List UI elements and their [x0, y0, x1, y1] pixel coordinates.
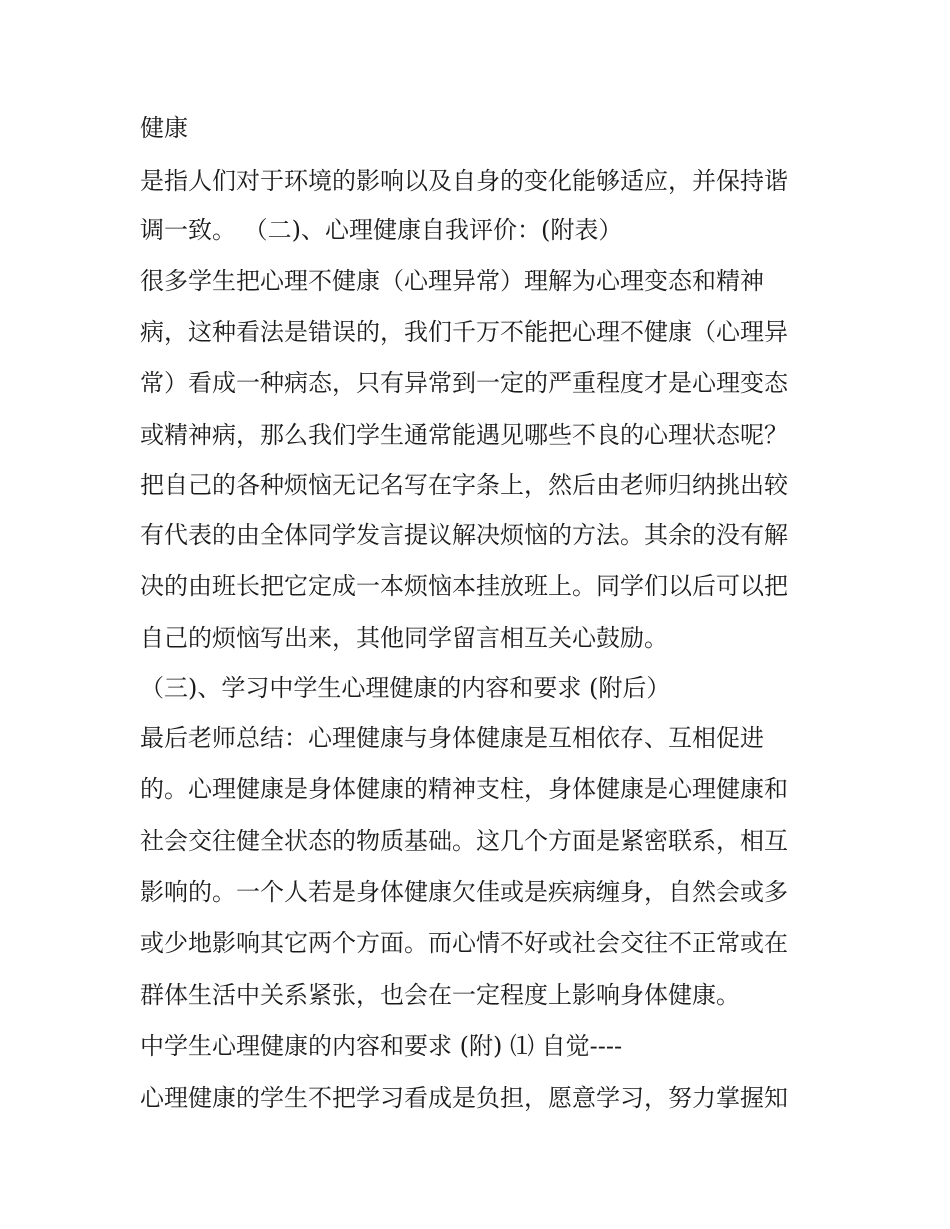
- text-line: 有代表的由全体同学发言提议解决烦恼的方法。其余的没有解: [140, 521, 788, 549]
- text-line: 调一致。 （二)、心理健康自我评价：(附表）: [140, 216, 623, 244]
- text-line: 心理健康的学生不把学习看成是负担，愿意学习，努力掌握知: [140, 1084, 788, 1112]
- text-line: 或精神病，那么我们学生通常能遇见哪些不良的心理状态呢？: [140, 421, 788, 449]
- text-line: 健康: [140, 114, 188, 142]
- text-line: 自己的烦恼写出来，其他同学留言相互关心鼓励。: [140, 624, 668, 652]
- text-line: 决的由班长把它定成一本烦恼本挂放班上。同学们以后可以把: [140, 572, 788, 600]
- text-line: 最后老师总结：心理健康与身体健康是互相依存、互相促进: [140, 724, 764, 752]
- text-line: 或少地影响其它两个方面。而心情不好或社会交往不正常或在: [140, 929, 788, 957]
- text-line: 的。心理健康是身体健康的精神支柱，身体健康是心理健康和: [140, 775, 788, 803]
- text-line: 群体生活中关系紧张，也会在一定程度上影响身体健康。: [140, 981, 740, 1009]
- text-line: 把自己的各种烦恼无记名写在字条上，然后由老师归纳挑出较: [140, 471, 788, 499]
- text-line: 很多学生把心理不健康（心理异常）理解为心理变态和精神: [140, 267, 764, 295]
- text-line: 影响的。一个人若是身体健康欠佳或是疾病缠身，自然会或多: [140, 878, 788, 906]
- text-line: 病，这种看法是错误的，我们千万不能把心理不健康（心理异: [140, 318, 788, 346]
- text-line: 是指人们对于环境的影响以及自身的变化能够适应，并保持谐: [140, 167, 788, 195]
- text-line: 社会交往健全状态的物质基础。这几个方面是紧密联系，相互: [140, 827, 788, 855]
- text-line: 常）看成一种病态，只有异常到一定的严重程度才是心理变态: [140, 369, 788, 397]
- section-heading: 中学生心理健康的内容和要求 (附) ⑴ 自觉----: [140, 1032, 623, 1060]
- section-heading: （三)、学习中学生心理健康的内容和要求 (附后）: [140, 674, 671, 702]
